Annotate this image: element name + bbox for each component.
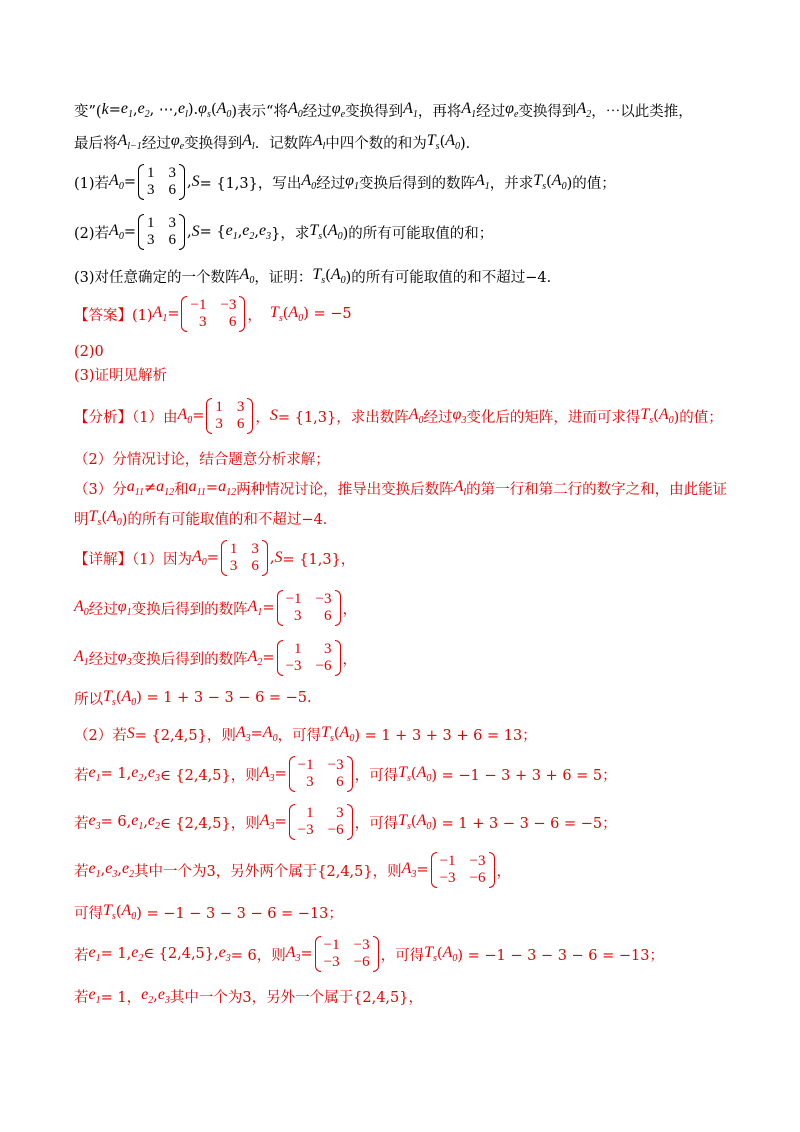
matrix: 1 3 −3 −6 (277, 640, 341, 676)
text-line: 最后将 $A_{l-1}$ 经过 $\varphi_e$ 变换得到 $A_l$ ．记数阵 $A_l$ 中四个数的和为 $T_s$ ( $A_0$ )． (74, 131, 481, 153)
analysis-2: （2）分情况讨论，结合题意分析求解； (74, 451, 330, 468)
matrix: −1 −3 3 6 (181, 296, 245, 332)
detail-1-result: 所以 $T_s$ ( $A_0$ ) = 1 + 3 − 3 − 6 = −5. (74, 687, 312, 709)
analysis-3-cont: 明 $T_s$ ( $A_0$ )的所有可能取值的和不超过−4． (74, 507, 338, 529)
detail-2-case-1: 若 $e_1$ = 1, $e_2$ , $e_3$ ∈ {2,4,5}，则 $A_3$ = −1 −3 3 6 ，可得 $T_s$ ( $A_0$ ) = −1 − 3 + 3 + 6 = 5； (74, 757, 617, 790)
detail-2-case-5: 若 $e_1$ = 1， $e_2$ , $e_3$ 其中一个为3，另外一个属于{2,4,5}， (74, 985, 423, 1007)
analysis-3: （3）分 $a_{11}$ ≠ $a_{12}$ 和 $a_{11}$ = $a_{12}$ 两种情况讨论，推导出变换后数阵 $A_l$ 的第一行和第二行的数字之和，由此能证 (74, 477, 728, 499)
analysis-1: 【分析】（1）由 $A_0$ = 1 3 3 6 ， S = {1,3}，求出数阵 $A_0$ 经过 $\varphi_3$ 变化后的矩阵，进而可求得 $T_s$ ( $A_0$ )的值； (74, 399, 723, 432)
detail-1-a1: $A_0$ 经过 $\varphi_1$ 变换后得到的数阵 $A_1$ = −1 −3 3 6 ， (74, 591, 358, 624)
matrix: 1 3 3 6 (221, 540, 268, 576)
matrix: −1 −3 3 6 (289, 756, 353, 792)
answer-2: (2)0 (74, 344, 104, 360)
matrix: 1 3 3 6 (138, 214, 185, 250)
detail-2-case-2: 若 $e_3$ = 6, $e_1$ , $e_2$ ∈ {2,4,5}，则 $A_3$ = 1 3 −3 −6 ，可得 $T_s$ ( $A_0$ ) = 1 + 3 − 3 − 6 = −5； (74, 805, 617, 838)
matrix: 1 3 −3 −6 (289, 804, 353, 840)
matrix: 1 3 3 6 (138, 164, 185, 200)
question-3: (3)对任意确定的一个数阵 $A_0$ ，证明： $T_s$ ( $A_0$ )的所有可能取值的和不超过−4． (74, 265, 562, 287)
detail-1: 【详解】（1）因为 $A_0$ = 1 3 3 6 , S = {1,3}， (74, 541, 356, 574)
answer-1: 【答案】(1) $A_1$ = −1 −3 3 6 ， $T_s$ ( $A_0$ ) = −5 (74, 297, 352, 330)
question-1: (1)若 $A_0$ = 1 3 3 6 , S = {1,3}，写出 $A_0$ 经过 $\varphi_1$ 变换后得到的数阵 $A_1$ ，并求 $T_s$ ( $A_0$ )的值； (74, 165, 616, 198)
question-2: (2)若 $A_0$ = 1 3 3 6 , S = { $e_1$ , $e_2$ , $e_3$ }，求 $T_s$ ( $A_0$ )的所有可能取值的和； (74, 215, 494, 248)
matrix: −1 −3 −3 −6 (431, 852, 495, 888)
matrix: −1 −3 3 6 (277, 590, 341, 626)
matrix: −1 −3 −3 −6 (315, 936, 379, 972)
detail-2-case-4: 若 $e_1$ = 1, $e_2$ ∈ {2,4,5}, $e_3$ = 6，则 $A_3$ = −1 −3 −3 −6 ，可得 $T_s$ ( $A_0$ ) = −1 − 3 − 3 − 6 = −13； (74, 937, 664, 970)
answer-3: (3)证明见解析 (74, 367, 168, 384)
matrix: 1 3 3 6 (206, 398, 253, 434)
detail-1-a2: $A_1$ 经过 $\varphi_3$ 变换后得到的数阵 $A_2$ = 1 3 −3 −6 ， (74, 641, 358, 674)
detail-2-case-3-result: 可得 $T_s$ ( $A_0$ ) = −1 − 3 − 3 − 6 = −13； (74, 901, 343, 923)
detail-2: （2）若 S = {2,4,5}，则 $A_3$ = $A_0$ ，可得 $T_s$ ( $A_0$ ) = 1 + 3 + 3 + 6 = 13； (74, 723, 537, 745)
detail-2-case-3: 若 $e_1$ , $e_3$ , $e_2$ 其中一个为3，另外两个属于{2,4,5}，则 $A_3$ = −1 −3 −3 −6 ， (74, 853, 511, 886)
text-line: 变”( k = $e_1$ , $e_2$ , ⋯, $e_l$ ). $\varphi_s$ ( $A_0$ )表示“将 $A_0$ 经过 $\varphi_e$ 变换得到 $A_1$ ，再将 $A_1$ 经过 $\varphi_e$ 变换得到 $A_2$ ，⋯以此类推， (74, 99, 693, 121)
